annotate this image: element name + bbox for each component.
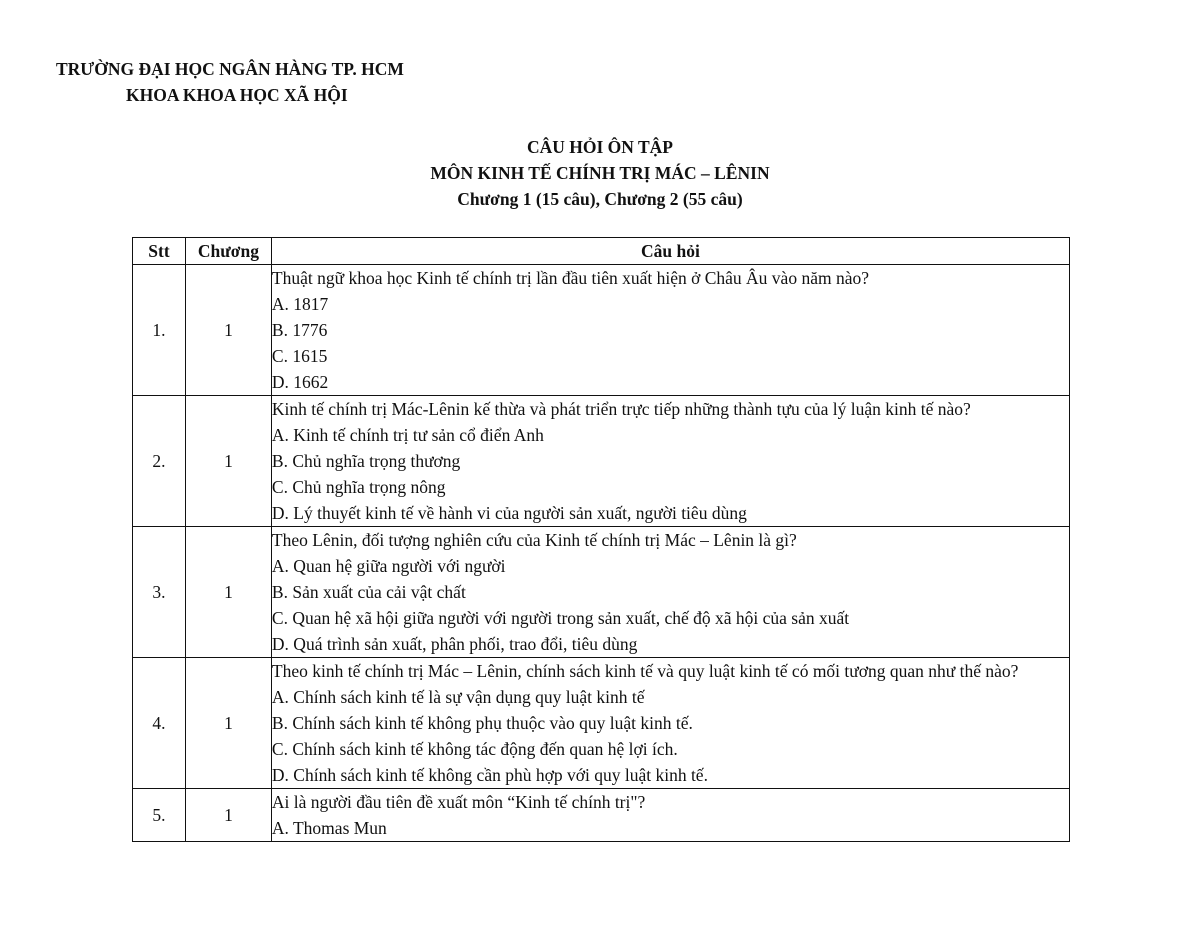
document-titles [0, 134, 1200, 212]
table-row [133, 265, 1070, 396]
table-row [133, 658, 1070, 789]
title-subject: MÔN KINH TẾ CHÍNH TRỊ MÁC – LÊNIN [430, 163, 770, 183]
answer-option: C. Chính sách kinh tế không tác động đến quan hệ lợi ích. [271, 739, 678, 759]
faculty-name: KHOA KHOA HỌC XÃ HỘI [126, 85, 348, 105]
row-question-cell [271, 527, 1069, 658]
answer-option: B. 1776 [271, 320, 328, 340]
row-chapter: 1 [185, 789, 271, 842]
row-chapter: 1 [185, 527, 271, 658]
table-row [133, 527, 1070, 658]
row-question-cell [271, 789, 1069, 842]
answer-option: D. 1662 [271, 372, 329, 392]
table-header-row [133, 238, 1070, 265]
table-row [133, 396, 1070, 527]
row-question-cell [271, 396, 1069, 527]
answer-option: D. Quá trình sản xuất, phân phối, trao đổi, tiêu dùng [271, 634, 638, 654]
title-review-questions: CÂU HỎI ÔN TẬP [526, 137, 673, 157]
answer-option: A. 1817 [271, 294, 329, 314]
answer-option: C. Quan hệ xã hội giữa người với người trong sản xuất, chế độ xã hội của sản xuất [271, 608, 850, 628]
row-stt: 3. [133, 527, 186, 658]
row-question-cell [271, 658, 1069, 789]
answer-option: A. Kinh tế chính trị tư sản cổ điển Anh [271, 425, 544, 445]
answer-option: A. Chính sách kinh tế là sự vận dụng quy luật kinh tế [271, 687, 645, 707]
question-text: Thuật ngữ khoa học Kinh tế chính trị lần đầu tiên xuất hiện ở Châu Âu vào năm nào? [271, 268, 869, 288]
row-question-cell [271, 265, 1069, 396]
document-header [56, 56, 404, 108]
row-chapter: 1 [185, 396, 271, 527]
header-stt: Stt [133, 238, 186, 265]
row-chapter: 1 [185, 658, 271, 789]
university-name: TRƯỜNG ĐẠI HỌC NGÂN HÀNG TP. HCM [56, 59, 404, 79]
question-text: Theo Lênin, đối tượng nghiên cứu của Kinh tế chính trị Mác – Lênin là gì? [271, 530, 797, 550]
row-stt: 4. [133, 658, 186, 789]
question-text: Theo kinh tế chính trị Mác – Lênin, chính sách kinh tế và quy luật kinh tế có mối tương quan như thế nào? [271, 661, 1019, 681]
answer-option: B. Chủ nghĩa trọng thương [271, 451, 461, 471]
answer-option: D. Chính sách kinh tế không cần phù hợp với quy luật kinh tế. [271, 765, 708, 785]
question-table [132, 237, 1070, 842]
answer-option: C. Chủ nghĩa trọng nông [271, 477, 446, 497]
row-stt: 1. [133, 265, 186, 396]
row-stt: 5. [133, 789, 186, 842]
row-stt: 2. [133, 396, 186, 527]
row-chapter: 1 [185, 265, 271, 396]
answer-option: D. Lý thuyết kinh tế về hành vi của người sản xuất, người tiêu dùng [271, 503, 747, 523]
answer-option: C. 1615 [271, 346, 328, 366]
header-question: Câu hỏi [271, 238, 1069, 265]
header-chapter: Chương [185, 238, 271, 265]
question-text: Kinh tế chính trị Mác-Lênin kế thừa và phát triển trực tiếp những thành tựu của lý luận kinh tế nào? [271, 399, 971, 419]
title-chapters: Chương 1 (15 câu), Chương 2 (55 câu) [457, 189, 743, 209]
answer-option: A. Thomas Mun [271, 818, 387, 838]
question-text: Ai là người đầu tiên đề xuất môn “Kinh tế chính trị"? [271, 792, 646, 812]
table-row [133, 789, 1070, 842]
answer-option: B. Sản xuất của cải vật chất [271, 582, 466, 602]
answer-option: A. Quan hệ giữa người với người [271, 556, 506, 576]
answer-option: B. Chính sách kinh tế không phụ thuộc vào quy luật kinh tế. [271, 713, 693, 733]
